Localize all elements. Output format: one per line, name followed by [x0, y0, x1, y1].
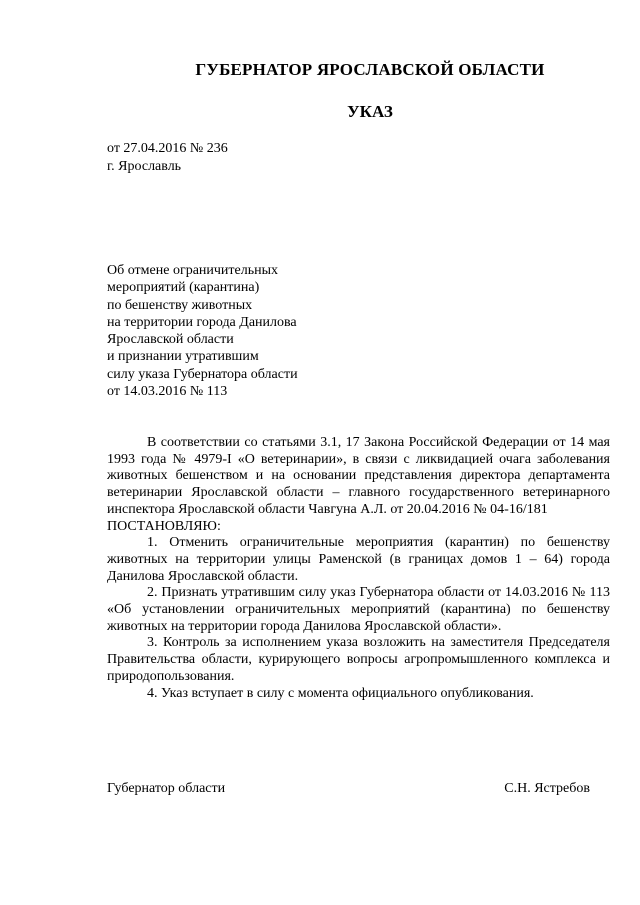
decree-word: ПОСТАНОВЛЯЮ: [107, 518, 221, 534]
signature-name: С.Н. Ястребов [504, 781, 590, 796]
preamble-paragraph: В соответствии со статьями 3.1, 17 Закона Российской Федерации от 14 мая 1993 года № 4979-I «О ветеринарии», в связи с ликвидацией очага заболевания животных бешенством и на основании представления директора департамента ветеринарии Ярославской области – главного государственного ветеринарного инспектора Ярославской области Чавгуна А.Л. от 20.04.2016 № 04-16/181 [107, 435, 610, 517]
subject-line: от 14.03.2016 № 113 [107, 384, 228, 400]
decree-item-3: 3. Контроль за исполнением указа возложить на заместителя Председателя Правительства области, курирующего вопросы агропромышленного комплекса и природопользования. [107, 635, 610, 684]
subject-line: на территории города Данилова [107, 314, 297, 330]
document-body [107, 435, 610, 702]
document-subject [107, 262, 298, 400]
signature-position: Губернатор области [107, 781, 226, 796]
subject-line: силу указа Губернатора области [107, 366, 298, 382]
subject-line: Ярославской области [107, 332, 234, 348]
decree-item-2: 2. Признать утратившим силу указ Губернатора области от 14.03.2016 № 113 «Об установлении ограничительных мероприятий (карантина) по бешенству животных на территории города Данилова Ярославской области». [107, 585, 610, 634]
subject-line: по бешенству животных [107, 297, 253, 313]
decree-item-1: 1. Отменить ограничительные мероприятия (карантин) по бешенству животных на территории улицы Раменской (в границах домов 1 – 64) города Данилова Ярославской области. [107, 535, 610, 584]
subject-line: мероприятий (карантина) [107, 280, 260, 296]
document-meta [107, 140, 228, 176]
subject-line: Об отмене ограничительных [107, 263, 279, 278]
subject-line: и признании утратившим [107, 349, 259, 365]
decree-item-4: 4. Указ вступает в силу с момента официального опубликования. [147, 685, 534, 701]
document-header-title: ГУБЕРНАТОР ЯРОСЛАВСКОЙ ОБЛАСТИ [195, 60, 545, 79]
date-number: от 27.04.2016 № 236 [107, 141, 228, 156]
document-type-title: УКАЗ [347, 102, 393, 121]
city: г. Ярославль [107, 159, 182, 174]
